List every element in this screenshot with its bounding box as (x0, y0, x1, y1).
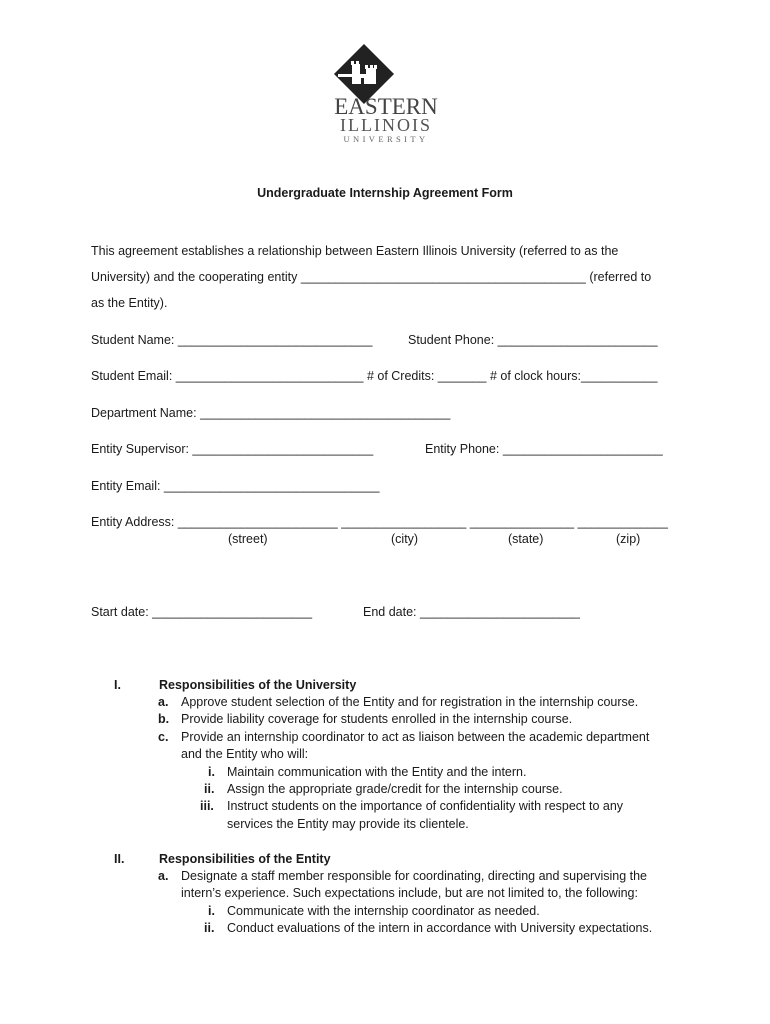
address-label-zip: (zip) (616, 532, 641, 546)
sublist-marker: ii. (204, 921, 215, 935)
start-date-field[interactable]: Start date: _______________________ (91, 605, 313, 619)
sublist-marker: ii. (204, 782, 215, 796)
section-heading: Responsibilities of the Entity (159, 852, 331, 866)
list-item: Provide liability coverage for students enrolled in the internship course. (181, 712, 573, 726)
section-numeral: II. (114, 852, 125, 866)
section-heading: Responsibilities of the University (159, 678, 357, 692)
entity-supervisor-field[interactable]: Entity Supervisor: __________________________ (91, 442, 374, 456)
entity-address-field[interactable]: Entity Address: _______________________ __________________ _______________ _____________ (91, 515, 668, 529)
list-marker: a. (158, 869, 169, 883)
logo-word-illinois: ILLINOIS (340, 115, 432, 135)
sublist-item: Communicate with the internship coordinator as needed. (227, 904, 540, 918)
end-date-field[interactable]: End date: _______________________ (363, 605, 580, 619)
entity-phone-field[interactable]: Entity Phone: _______________________ (425, 442, 663, 456)
sublist-item: Maintain communication with the Entity and the intern. (227, 765, 527, 779)
student-name-field[interactable]: Student Name: ____________________________ (91, 333, 373, 347)
list-item: Provide an internship coordinator to act as liaison between the academic department (181, 730, 650, 744)
address-label-city: (city) (391, 532, 419, 546)
student-email-credits-row[interactable]: Student Email: ___________________________ # of Credits: _______ # of clock hours:___________ (91, 369, 658, 383)
intro-line-2[interactable]: University) and the cooperating entity _________________________________________ (referred to (91, 270, 652, 284)
logo-word-eastern: EASTERN (334, 94, 438, 119)
sublist-item-continued: services the Entity may provide its clientele. (227, 817, 469, 831)
sublist-marker: iii. (200, 799, 214, 813)
sublist-item: Assign the appropriate grade/credit for the internship course. (227, 782, 563, 796)
intro-line-1: This agreement establishes a relationship between Eastern Illinois University (referred to as the (91, 244, 619, 258)
department-name-field[interactable]: Department Name: ____________________________________ (91, 406, 451, 420)
list-marker: c. (158, 730, 169, 744)
form-title: Undergraduate Internship Agreement Form (257, 186, 513, 200)
sublist-marker: i. (208, 904, 215, 918)
sublist-item: Instruct students on the importance of confidentiality with respect to any (227, 799, 624, 813)
list-item-continued: and the Entity who will: (181, 747, 309, 761)
sublist-marker: i. (208, 765, 215, 779)
list-item: Designate a staff member responsible for coordinating, directing and supervising the (181, 869, 648, 883)
address-label-street: (street) (228, 532, 268, 546)
list-item: Approve student selection of the Entity and for registration in the internship course. (181, 695, 639, 709)
university-logo (330, 44, 442, 148)
address-label-state: (state) (508, 532, 544, 546)
entity-email-field[interactable]: Entity Email: _______________________________ (91, 479, 380, 493)
intro-line-3: as the Entity). (91, 296, 168, 310)
sublist-item: Conduct evaluations of the intern in accordance with University expectations. (227, 921, 653, 935)
section-numeral: I. (114, 678, 121, 692)
list-item-continued: intern’s experience. Such expectations include, but are not limited to, the following: (181, 886, 638, 900)
student-phone-field[interactable]: Student Phone: _______________________ (408, 333, 658, 347)
list-marker: b. (158, 712, 170, 726)
logo-word-university: UNIVERSITY (343, 134, 429, 144)
list-marker: a. (158, 695, 169, 709)
